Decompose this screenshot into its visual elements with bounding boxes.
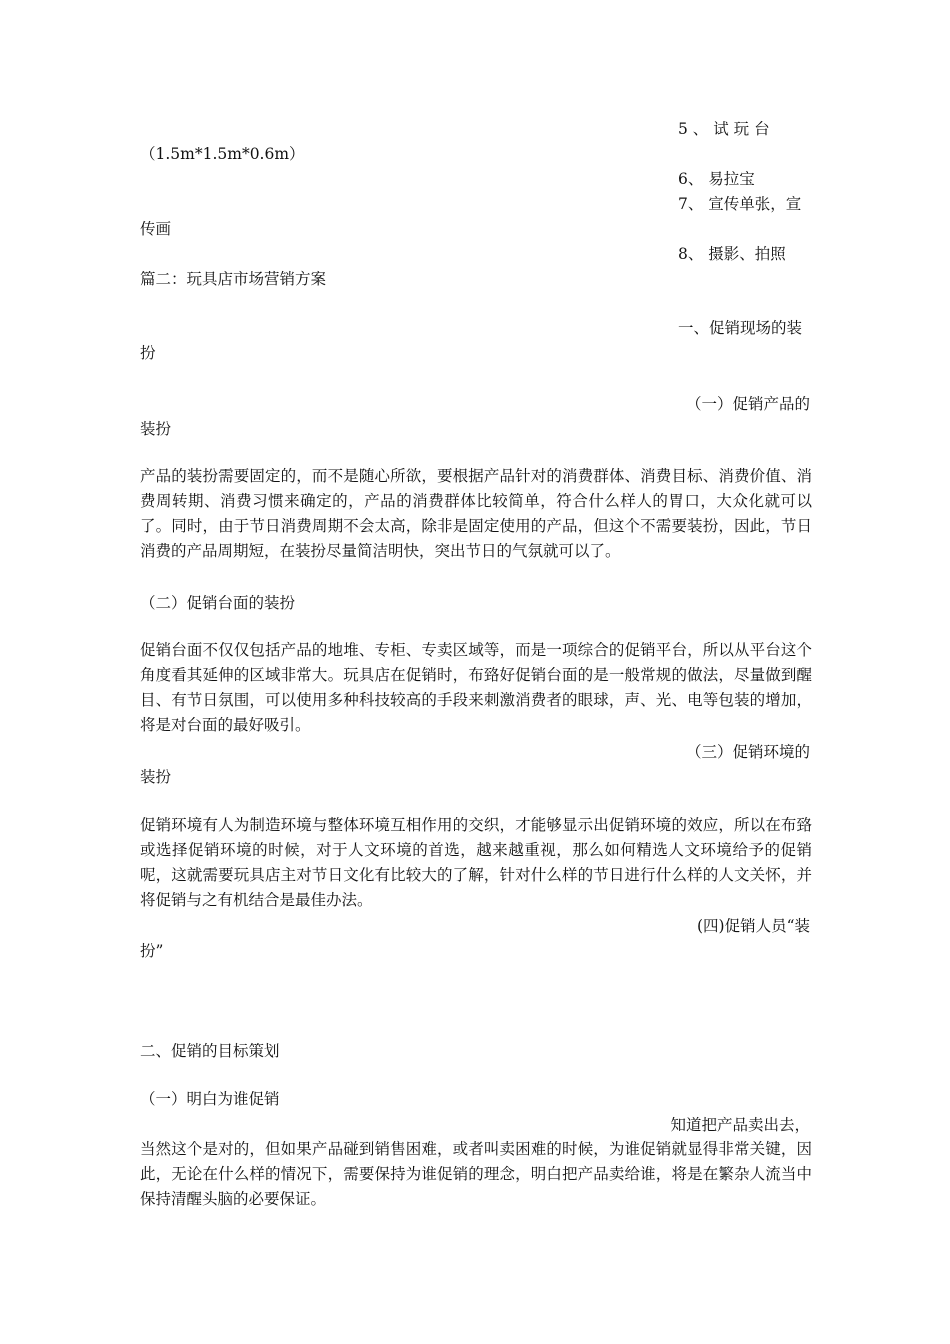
subheading-product-decoration: （一）促销产品的 [685, 395, 810, 413]
subheading-staff-decoration-continuation: 扮” [140, 942, 164, 960]
list-item-8: 8、 摄影、拍照 [678, 245, 786, 263]
list-item-6: 6、 易拉宝 [678, 170, 755, 188]
paragraph-know-target: 当然这个是对的，但如果产品碰到销售困难，或者叫卖困难的时候，为谁促销就显得非常关键，因此，无论在什么样的情况下，需要保持为谁促销的理念，明白把产品卖给谁，将是在繁杂人流当中保持清醒头脑的必要保证。 [140, 1140, 812, 1208]
list-item-5-dimensions: （1.5m*1.5m*0.6m） [140, 145, 305, 163]
list-item-7: 7、 宣传单张，宣 [678, 195, 802, 213]
subheading-environment-decoration: （三）促销环境的 [685, 743, 810, 761]
article-title: 篇二：玩具店市场营销方案 [140, 270, 327, 288]
paragraph-counter-decoration: 促销台面不仅仅包括产品的地堆、专柜、专卖区域等，而是一项综合的促销平台，所以从平台这个角度看其延伸的区域非常大。玩具店在促销时，布臵好促销台面的是一般常规的做法，尽量做到醒目、有节日氛围，可以使用多种科技较高的手段来刺激消费者的眼球，声、光、电等包装的增加，将是对台面的最好吸引。 [140, 641, 812, 734]
subheading-staff-decoration: (四)促销人员“装 [696, 917, 810, 935]
section1-heading-continuation: 扮 [140, 344, 156, 362]
section2-heading: 二、促销的目标策划 [140, 1042, 280, 1060]
paragraph-know-target-first-line: 知道把产品卖出去， [670, 1116, 810, 1134]
section1-heading: 一、促销现场的装 [678, 319, 803, 337]
subheading-know-target: （一）明白为谁促销 [140, 1090, 280, 1108]
paragraph-environment-decoration: 促销环境有人为制造环境与整体环境互相作用的交织，才能够显示出促销环境的效应，所以在布臵或选择促销环境的时候，对于人文环境的首选，越来越重视，那么如何精选人文环境给予的促销呢，这就需要玩具店主对节日文化有比较大的了解，针对什么样的节日进行什么样的人文关怀，并将促销与之有机结合是最佳办法。 [140, 816, 812, 909]
paragraph-product-decoration: 产品的装扮需要固定的，而不是随心所欲，要根据产品针对的消费群体、消费目标、消费价值、消费周转期、消费习惯来确定的，产品的消费群体比较简单，符合什么样人的胃口，大众化就可以了。同时，由于节日消费周期不会太高，除非是固定使用的产品，但这个不需要装扮，因此，节日消费的产品周期短，在装扮尽量简洁明快，突出节日的气氛就可以了。 [140, 467, 812, 560]
list-item-7-continuation: 传画 [140, 220, 172, 238]
subheading-product-decoration-continuation: 装扮 [140, 420, 172, 438]
subheading-environment-decoration-continuation: 装扮 [140, 768, 172, 786]
subheading-counter-decoration: （二）促销台面的装扮 [140, 594, 296, 612]
list-item-5: 5 、 试 玩 台 [678, 120, 770, 138]
